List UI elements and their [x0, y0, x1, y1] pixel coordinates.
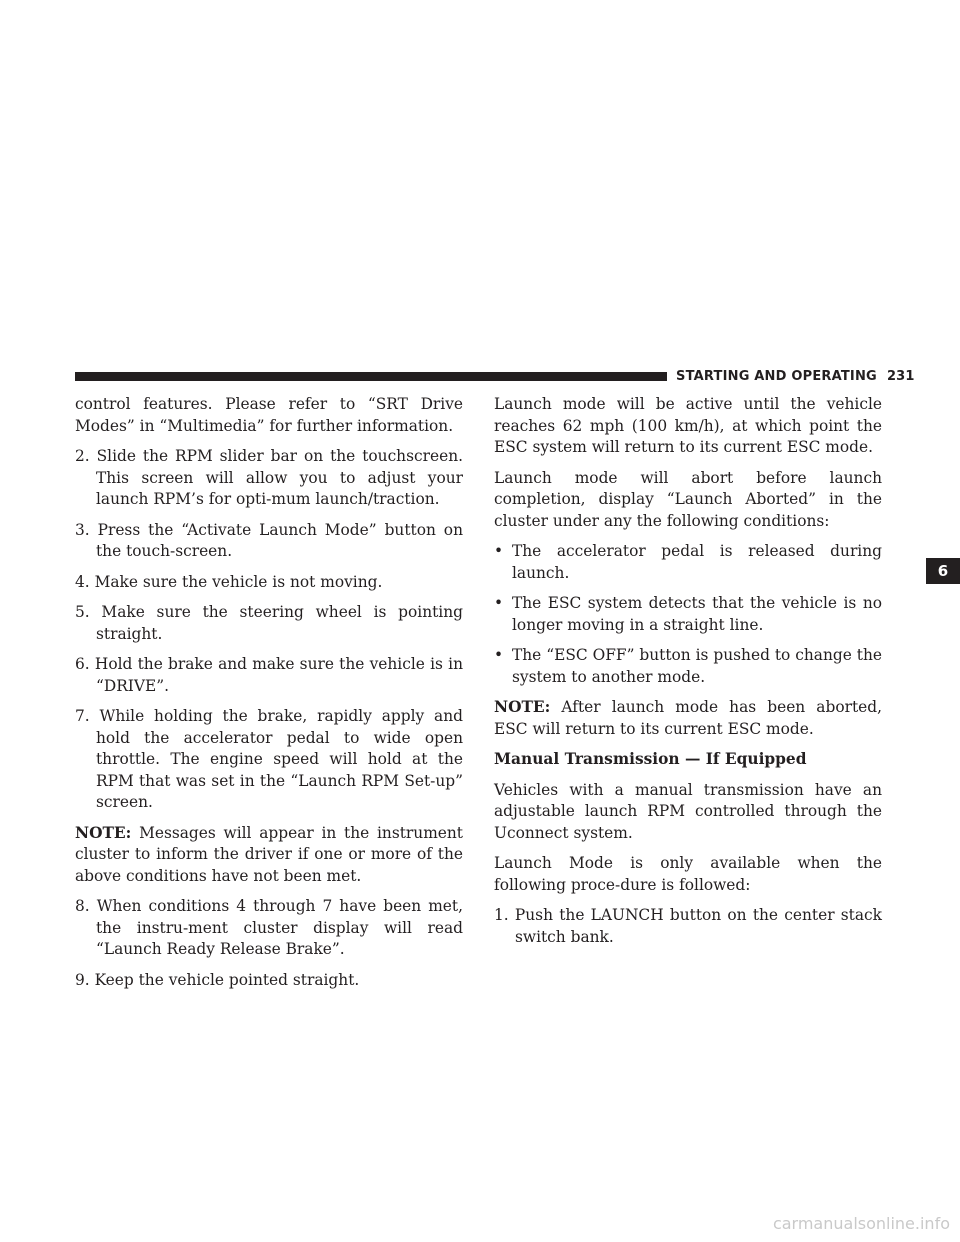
step-8: 8. When conditions 4 through 7 have been met, the instru-ment cluster display will read “Launch Ready Release Brake”.	[75, 897, 463, 958]
bullet-icon: •	[494, 542, 504, 560]
subheading: Manual Transmission — If Equipped	[494, 750, 807, 768]
intro-paragraph: control features. Please refer to “SRT Drive Modes” in “Multimedia” for further information.	[75, 395, 463, 435]
note-text: After launch mode has been aborted, ESC will return to its current ESC mode.	[494, 698, 882, 738]
step-1: 1. Push the LAUNCH button on the center stack switch bank.	[494, 906, 882, 946]
bullet-text: The ESC system detects that the vehicle is no longer moving in a straight line.	[512, 594, 882, 634]
bullet-item	[494, 645, 882, 688]
note-label: NOTE:	[494, 698, 551, 716]
note-text: Messages will appear in the instrument cluster to inform the driver if one or more of the above conditions have not been met.	[75, 823, 463, 885]
step-5: 5. Make sure the steering wheel is pointing straight.	[75, 603, 463, 643]
step-7: 7. While holding the brake, rapidly apply and hold the accelerator pedal to wide open throttle. The engine speed will hold at the RPM that was set in the “Launch RPM Set-up” screen.	[75, 707, 463, 811]
bullet-text: The “ESC OFF” button is pushed to change the system to another mode.	[512, 646, 882, 686]
bullet-text: The accelerator pedal is released during launch.	[512, 542, 882, 582]
bullet-item	[494, 541, 882, 584]
note-paragraph	[75, 823, 463, 888]
running-header	[676, 369, 915, 384]
procedure-paragraph: Launch Mode is only available when the following proce-dure is followed:	[494, 854, 882, 894]
bullet-item	[494, 593, 882, 636]
right-column	[494, 394, 882, 957]
step-9: 9. Keep the vehicle pointed straight.	[75, 970, 360, 989]
note-paragraph	[494, 697, 882, 740]
step-4: 4. Make sure the vehicle is not moving.	[75, 572, 383, 591]
left-column	[75, 394, 463, 1000]
step-6: 6. Hold the brake and make sure the vehicle is in “DRIVE”.	[75, 655, 463, 695]
header-rule	[75, 372, 667, 381]
watermark: carmanualsonline.info	[772, 1214, 950, 1233]
manual-transmission-paragraph: Vehicles with a manual transmission have an adjustable launch RPM controlled through the Uconnect system.	[494, 780, 882, 842]
step-2: 2. Slide the RPM slider bar on the touchscreen. This screen will allow you to adjust your launch RPM’s for opti-mum launch/traction.	[75, 447, 463, 508]
chapter-tab: 6	[926, 558, 960, 584]
launch-abort-paragraph: Launch mode will abort before launch completion, display “Launch Aborted” in the cluster under any the following conditions:	[494, 468, 882, 530]
step-3: 3. Press the “Activate Launch Mode” button on the touch-screen.	[75, 520, 463, 560]
section-title: STARTING AND OPERATING	[676, 369, 877, 384]
bullet-icon: •	[494, 594, 504, 612]
page-number: 231	[886, 369, 915, 384]
note-label: NOTE:	[75, 823, 132, 842]
bullet-icon: •	[494, 646, 504, 664]
launch-active-paragraph: Launch mode will be active until the vehicle reaches 62 mph (100 km/h), at which point the ESC system will return to its current ESC mode.	[494, 395, 882, 456]
